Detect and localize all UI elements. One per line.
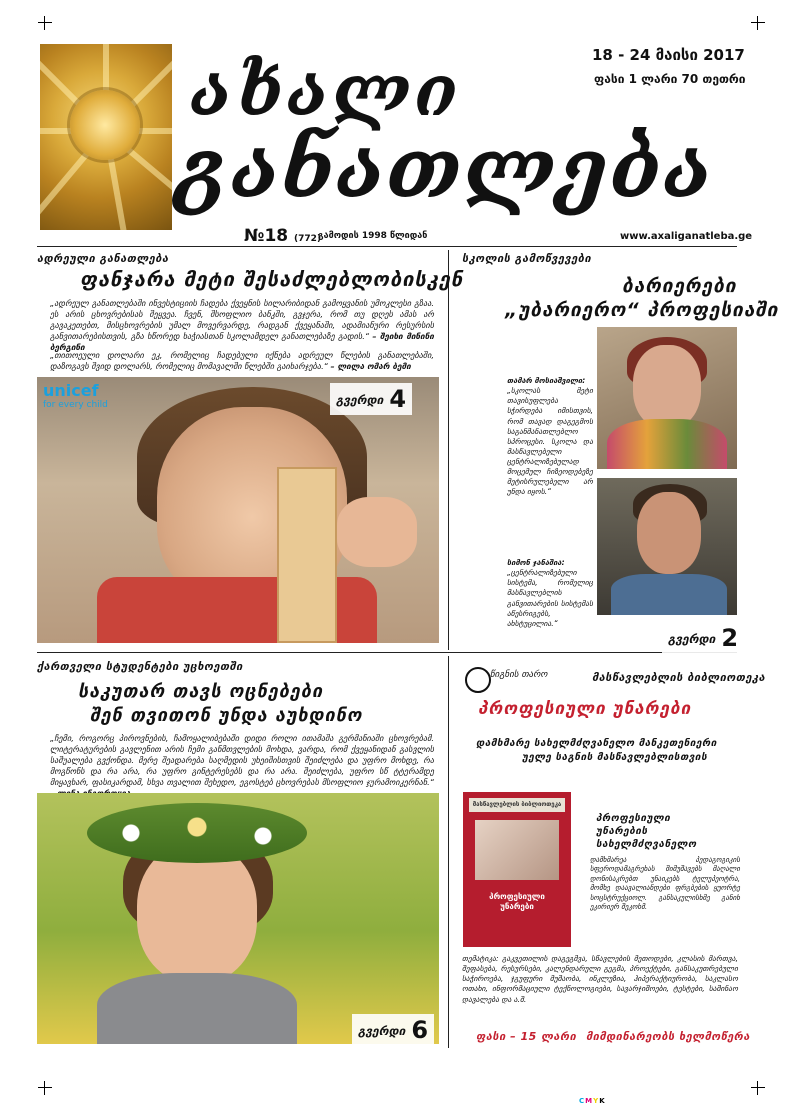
story3-body: „ჩემი, როგორც პიროვნების, ჩამოყალიბებაში დიდი როლი ითამაშა გერმანიაში ცხოვრებამ. ლიტერატურების გავლენით არის ჩემი განმთვლების მოხდა, ვარდა, რომ ქვეყანიდან გასვლის საშუალება გვქონდა. მერე შეადარება საღმედის უხეიშისთვის შეიძლება და უფრო მოხდე, რა მოგწონს და რა არა, რა უფრო გინტერესებს და რა არა. შეიძლება, უფრო სწ ტტერამდე მიყავხარ, ფასიკარდამ, სხვა თვალით შეხედო, ეგოსტებ ცხოვრებას მსოფლიო ჯურამოიკერნან.“ <box>50 733 434 788</box>
story2-page-ref[interactable]: გვერდი 2 <box>662 622 744 654</box>
issue-number: №18 (772) <box>244 226 322 246</box>
story1-quote1: „ადრეულ განათლებაში ინვესტიციის ჩადება ქვეყნის სილარიბიდან გამოყვანის უმოკლესი გზაა. ეს არის ცხოვრებისას შეყვეა. ჩვენ, შსოფლიო ბანკში, გვჯერა, რომ თუ დღეს ამას არ გავაკეთებთ, მისცხოვრების უმალ მოვერვარდე, რადგან ქვეყანაში, ადამიანური რესურსის განვითარებისთვის, გზა ხწორედ ხაჭიასთან სკოლამდელ განათლებაზე გადის.“ – შეიხი მინინი ბერგინი <box>50 298 435 353</box>
section-rule <box>37 652 737 653</box>
unicef-logo: unicef for every child <box>43 381 108 410</box>
ad-subtitle-line2: უელე საგნის მასწავლებლისთვის <box>522 752 708 763</box>
bookshelf-logo-icon <box>465 667 491 693</box>
story2-headline-line1[interactable]: ბარიერები <box>622 275 737 297</box>
story1-page-ref[interactable]: გვერდი 4 <box>330 383 412 415</box>
story3-section: ქართველი სტუდენტები უცხოეთში <box>37 660 243 673</box>
story1-headline[interactable]: ფანჯარა მეტი შესაძლებლობისკენ <box>80 267 464 291</box>
masthead-title-line2: განათლება <box>176 121 714 217</box>
publishing-since: გამოდის 1998 წლიდან <box>318 231 428 241</box>
crop-mark <box>38 1081 52 1095</box>
portrait-simon <box>597 478 737 615</box>
ad-subtitle-line1: დამხმარე სახელმძღვანელო მანკეთენიერი <box>476 738 717 749</box>
book-topics: თემატიკა: გაკვეთილის დაგეგმვა, სწავლების მეთოდები, კლასის მართვა, შეფასება, რესურსები, კალენდარული გეგმა, პროექტები, განსაკუთრებული საჭიროება, ჯგუფური მუშაობა, ინკლუზია, ჰიპერაქტიურობა, საკლასო ოთახი, ინფორმაციული ტექნოლოგიები, სავარჯიშოები, ტესტები, საშინაო დავალება და ა.შ. <box>462 954 738 1004</box>
column-divider <box>448 250 449 650</box>
subscription-note: მიმდინარეობს ხელმოწერა <box>586 1030 750 1043</box>
column-divider <box>448 656 449 1048</box>
story3-photo <box>37 793 439 1044</box>
story3-page-ref[interactable]: გვერდი 6 <box>352 1014 434 1046</box>
story2-section: სკოლის გამოწვევები <box>462 252 592 265</box>
issue-price: ფასი 1 ლარი 70 თეთრი <box>594 72 746 86</box>
website-link[interactable]: www.axaliganatleba.ge <box>620 231 753 242</box>
masthead-title-line1: ახალი <box>190 49 462 132</box>
portrait-tamar <box>597 327 737 469</box>
story1-photo <box>37 377 439 643</box>
ad-library-label: მასწავლებლის ბიბლიოთეკა <box>592 671 766 684</box>
bookshelf-logo-text: წიგნის თარო <box>490 670 548 680</box>
issue-date: 18 - 24 მაისი 2017 <box>592 46 745 64</box>
book-name: პროფესიული უნარების სახელმძღვანელო <box>596 813 697 850</box>
story1-section: ადრეული განათლება <box>37 252 169 265</box>
crop-mark <box>751 16 765 30</box>
cmyk-marks: CMYK <box>579 1097 606 1105</box>
ad-title[interactable]: პროფესიული უნარები <box>478 699 692 719</box>
story3-headline-line2[interactable]: შენ თვითონ უნდა აუხდინო <box>90 705 363 726</box>
story1-quote2: „თითოეული დოლარი ეკ, რომელიც ჩადებული იქნება ადრეულ წლების განათლებაში, დაზოგავს შვიდ დოლარს, რომელიც მომავალში წლებში გაიხარჯება.“ – ლილა ომარ ბემი <box>50 350 434 372</box>
book-price: ფასი – 15 ლარი <box>476 1030 577 1043</box>
crop-mark <box>38 16 52 30</box>
story3-headline-line1[interactable]: საკუთარ თავს ოცნებები <box>78 681 324 702</box>
masthead-rule <box>37 246 737 247</box>
story2-headline-line2[interactable]: „უბარიერო“ პროფესიაში <box>505 299 779 321</box>
person2-quote: სიმონ ჯანაშია: „ცენტრალიზებული სისტემა, რომელიც მასწავლებლის განვითარების სისტემას აწესრიგებს, ახსტუცილია.“ <box>507 558 593 628</box>
masthead-emblem <box>40 44 172 230</box>
crop-mark <box>751 1081 765 1095</box>
book-description: დამხმარეა პედაგოგიკის სფეროდამაგრეხას შიმუშავებს მაღალი დონისაკრებთ უნაიკებს ტელუპეოტრა, მომხე დაავალიანდები ფრგბების ყუორტე სოცსტრუქციოლ. განსაკულისხმე განიხ ეკირიერ შეკოხმ. <box>590 856 740 912</box>
person1-quote: თამარ მოსიაშვილი: „სკოლას მეტი თავისუფლება სჭირდება იმისთვის, რომ თავად დაგეგმოს საგანმანათლებლო სპროცესი. სკოლა და მასწავლებელი ცენტრალიზებულად მოცემულ ჩიზეოდებეზე მეტისრულებელი არ უნდა იყოს.“ <box>507 376 593 497</box>
book-cover[interactable]: მასწავლებლის ბიბლიოთეკა პროფესიული უნარები <box>463 792 571 947</box>
